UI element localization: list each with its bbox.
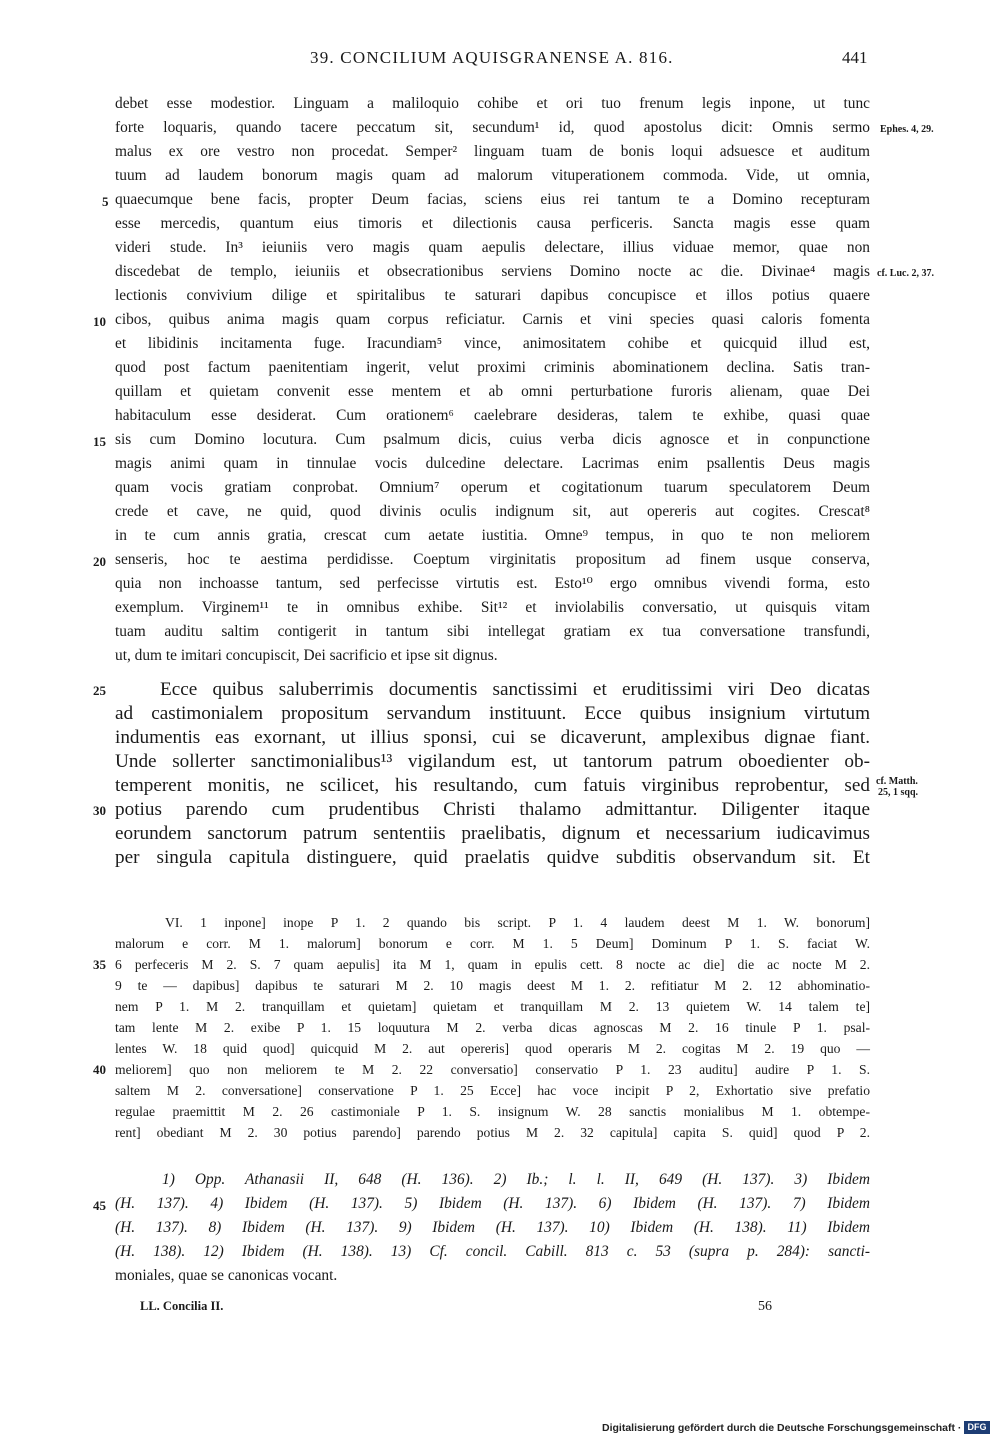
- line-number: 15: [93, 434, 106, 449]
- line-number: 35: [93, 957, 106, 972]
- margin-reference: cf. Matth.: [876, 776, 918, 787]
- note-line: 1) Opp. Athanasii II, 648 (H. 136). 2) Ib.; l. l. II, 649 (H. 137). 3) Ibidem: [162, 1171, 870, 1188]
- text-line: indumentis eas exornant, ut illius sponsi, cui se dicaverunt, amplexibus dignae fiant.: [115, 727, 870, 748]
- text-line: discedebat de templo, ieiuniis et obsecrationibus serviens Domino nocte ac die. Divinae⁴ magis: [115, 263, 870, 280]
- apparatus-line: VI. 1 inpone] inope P 1. 2 quando bis script. P 1. 4 laudem deest M 1. W. bonorum]: [165, 915, 870, 930]
- digitization-notice: Digitalisierung gefördert durch die Deutsche Forschungsgemeinschaft ·: [602, 1422, 962, 1434]
- text-line: senseris, hoc te aestima perdidisse. Coeptum virginitatis propositum ad finem usque conserva,: [115, 551, 870, 568]
- note-line: (H. 138). 12) Ibidem (H. 138). 13) Cf. concil. Cabill. 813 c. 53 (supra p. 284): sancti-: [115, 1243, 870, 1260]
- apparatus-line: saltem M 2. conversatione] conservatione P 1. 25 Ecce] hac voce incipit P 2, Exhortatio sive prefatio: [115, 1083, 870, 1098]
- line-number: 5: [102, 194, 109, 209]
- margin-reference: 25, 1 sqq.: [878, 787, 919, 798]
- text-line: lectionis convivium dilige et spiritalibus te saturari dapibus concupisce et illos potius quaere: [115, 287, 870, 304]
- text-line: malus ex ore vestro non procedat. Semper² linguam tuam de bonis loqui adsuesce et auditum: [115, 143, 870, 160]
- apparatus-line: regulae praemittit M 2. 26 castimoniale P 1. S. insignum W. 28 sanctis monialibus M 1. obtempe-: [115, 1104, 870, 1119]
- apparatus-line: 9 te — dapibus] dapibus te saturari M 2. 10 magis deest M 1. 2. refitiatur M 2. 12 abhominatio-: [115, 978, 870, 993]
- text-line: quam vocis gratiam conprobat. Omnium⁷ operum et cogitationum tuarum speculatorem Deum: [115, 479, 870, 496]
- text-line: Ecce quibus saluberrimis documentis sanctissimi et eruditissimi viri Deo dicatas: [160, 679, 870, 700]
- text-line: debet esse modestior. Linguam a maliloquio cohibe et ori tuo frenum legis inpone, ut tunc: [115, 95, 870, 112]
- text-line: Unde sollerter sanctimonialibus¹³ vigilandum est, ut tantorum patrum oboedienter ob-: [115, 751, 870, 772]
- text-line: forte loquaris, quando tacere peccatum sit, secundum¹ id, quod apostolus dicit: Omnis sermo: [115, 119, 870, 136]
- text-line: magis animi quam in tinnulae vocis dulcedine delectare. Lacrimas enim psallentis Deus magis: [115, 455, 870, 472]
- apparatus-line: rent] obediant M 2. 30 potius parendo] parendo potius M 2. 32 capitula] capita S. quid] quod P 2.: [115, 1125, 870, 1140]
- page-number: 441: [842, 48, 868, 67]
- text-line: crede et cave, ne quid, quod divinis oculis indignum sit, aut opereris aut cogites. Crescat⁸: [115, 503, 870, 520]
- dfg-logo: DFG: [964, 1421, 990, 1434]
- line-number: 45: [93, 1198, 106, 1213]
- margin-reference: cf. Luc. 2, 37.: [877, 268, 934, 279]
- apparatus-line: lentes W. 18 quid quod] quicquid M 2. aut opereris] quod operaris M 2. cogitas M 2. 19 quo —: [115, 1041, 870, 1056]
- line-number: 25: [93, 683, 106, 698]
- note-line: (H. 137). 4) Ibidem (H. 137). 5) Ibidem (H. 137). 6) Ibidem (H. 137). 7) Ibidem: [115, 1195, 870, 1212]
- text-line: tuum ad laudem bonorum magis quam ad malorum vituperationem commoda. Vide, ut omnia,: [115, 167, 870, 184]
- text-line: quillam et quietam convenit esse mentem et ab omni perturbatione furoris alienam, quae Dei: [115, 383, 870, 400]
- text-line: eorundem sanctorum patrum sententiis praelibatis, dignum et necessarium iudicavimus: [115, 823, 870, 844]
- apparatus-line: malorum e corr. M 1. malorum] bonorum e corr. M 1. 5 Deum] Dominum P 1. S. faciat W.: [115, 936, 870, 951]
- note-line: (H. 137). 8) Ibidem (H. 137). 9) Ibidem (H. 137). 10) Ibidem (H. 138). 11) Ibidem: [115, 1219, 870, 1236]
- running-head: 39. CONCILIUM AQUISGRANENSE A. 816.: [310, 48, 674, 67]
- note-line: moniales, quae se canonicas vocant.: [115, 1267, 338, 1284]
- text-line: quia non inchoasse tantum, sed perfecisse virtutis est. Esto¹⁰ ergo omnibus vivendi forma, esto: [115, 575, 870, 592]
- text-line: tuam auditu saltim contigerit in tantum sibi intellegat gratiam ex tua conversatione transfundi,: [115, 623, 870, 640]
- line-number: 30: [93, 803, 106, 818]
- text-line: ut, dum te imitari concupiscit, Dei sacrificio et ipse sit dignus.: [115, 647, 498, 664]
- text-line: per singula capitula distinguere, quid praelatis quidve subditis observandum sit. Et: [115, 847, 870, 868]
- text-line: quaecumque bene facis, propter Deum facias, sciens eius rei tantum te a Domino recepturam: [115, 191, 870, 208]
- text-line: quod post factum paenitentiam ingerit, velut proximi criminis abominationem declina. Satis tran-: [115, 359, 870, 376]
- text-line: ad castimonialem propositum servandum instituunt. Ecce quibus insignium virtutum: [115, 703, 870, 724]
- line-number: 20: [93, 554, 106, 569]
- series-footer: LL. Concilia II.: [140, 1299, 224, 1313]
- text-line: potius parendo cum prudentibus Christi thalamo admittantur. Diligenter itaque: [115, 799, 870, 820]
- text-line: cibos, quibus anima magis quam corpus reficiatur. Carnis et vini species quasi caloris fomenta: [115, 311, 870, 328]
- text-line: videri stude. In³ ieiuniis vero magis quam aepulis delectare, illius viduae memor, quae non: [115, 239, 870, 256]
- margin-reference: Ephes. 4, 29.: [880, 124, 934, 135]
- apparatus-line: 6 perfeceris M 2. S. 7 quam aepulis] ita M 1, quam in epulis cett. 8 nocte ac die] die ac nocte M 2.: [115, 957, 870, 972]
- text-line: sis cum Domino locutura. Cum psalmum dicis, cuius verba dicis agnosce et in conpunctione: [115, 431, 870, 448]
- text-line: in te cum annis gratia, crescat cum aetate iustitia. Omne⁹ tempus, in quo te non meliorem: [115, 527, 870, 544]
- text-line: habitaculum esse desiderat. Cum orationem⁶ caelebrare desideras, talem te exhibe, quasi quae: [115, 407, 870, 424]
- page-header: [0, 48, 1000, 72]
- line-number: 10: [93, 314, 106, 329]
- apparatus-line: nem P 1. M 2. tranquillam et quietam] quietam et tranquillam M 2. 13 quietem W. 14 talem te]: [115, 999, 870, 1014]
- signature-mark: 56: [758, 1299, 772, 1314]
- text-line: temperent monitis, ne scilicet, his resultando, cum fatuis virginibus reprobentur, sed: [115, 775, 870, 796]
- apparatus-line: meliorem] quo non meliorem te M 2. 22 conversatio] conservatio P 1. 23 auditu] audire P 1. S.: [115, 1062, 870, 1077]
- apparatus-line: tam lente M 2. exibe P 1. 15 loquutura M 2. verba dicas agnoscas M 2. 16 tinule P 1. psal-: [115, 1020, 870, 1035]
- text-line: exemplum. Virginem¹¹ te in omnibus exhibe. Sit¹² et inviolabilis conversatio, ut quisquis vitam: [115, 599, 870, 616]
- text-line: esse mercedis, quantum eius timoris et dilectionis causa perficeris. Sancta magis esse quam: [115, 215, 870, 232]
- line-number: 40: [93, 1062, 106, 1077]
- text-line: et libidinis incitamenta fuge. Iracundiam⁵ vince, animositatem cohibe et quicquid illud est,: [115, 335, 870, 352]
